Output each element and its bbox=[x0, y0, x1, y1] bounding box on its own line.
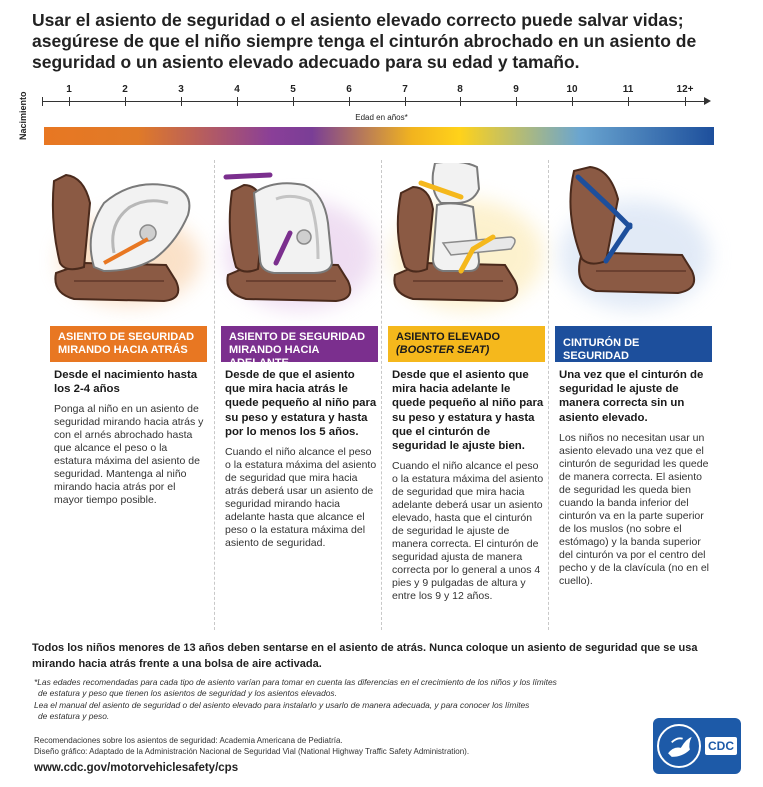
band-booster bbox=[388, 326, 545, 362]
column-body: Ponga al niño en un asiento de seguridad mirando hacia atrás y con el arnés abrochado hasta que alcance el peso o la estatura máxima del asiento de seguridad. Mantenga al niño mirando hacia atrás por el mayor tiempo posible. bbox=[54, 403, 204, 507]
tick-label: 6 bbox=[346, 84, 352, 95]
tick-label: 9 bbox=[513, 84, 519, 95]
band-label: ASIENTO DE SEGURIDAD MIRANDO HACIA ADELANTE bbox=[229, 331, 366, 369]
tick-label: 10 bbox=[566, 84, 578, 95]
seat-belt-icon bbox=[548, 163, 708, 313]
band-sublabel: (BOOSTER SEAT) bbox=[396, 344, 490, 356]
band-label: ASIENTO ELEVADO bbox=[396, 331, 501, 343]
band-rear-facing bbox=[50, 326, 207, 362]
credit-line: Recomendaciones sobre los asientos de seguridad: Academia Americana de Pediatría. bbox=[34, 736, 343, 745]
page-title: Usar el asiento de seguridad o el asiento elevado correcto puede salvar vidas; asegúrese de que el niño siempre tenga el cinturón abrochado en un asiento de seguridad o un asiento elevado adecuado para su edad y tamaño. bbox=[32, 10, 697, 72]
website-link[interactable]: www.cdc.gov/motorvehiclesafety/cps bbox=[34, 762, 239, 774]
axis-title: Nacimiento bbox=[18, 91, 28, 140]
tick-mark bbox=[460, 97, 461, 106]
column-rear-facing bbox=[54, 368, 206, 507]
timeline-axis bbox=[42, 101, 706, 102]
tick-mark bbox=[516, 97, 517, 106]
band-forward-facing bbox=[221, 326, 378, 369]
credits bbox=[34, 735, 634, 757]
tick-mark bbox=[572, 97, 573, 106]
column-lead: Desde de que el asiento que mira hacia atrás le quede pequeño al niño para su peso y estatura y hasta por lo menos los 5 años. bbox=[225, 369, 377, 438]
age-caption: Edad en años* bbox=[355, 113, 408, 122]
tick-label: 1 bbox=[66, 84, 72, 95]
cdc-logo bbox=[653, 718, 741, 774]
tick-mark bbox=[125, 97, 126, 106]
age-gradient-bar bbox=[44, 127, 714, 145]
hhs-eagle-icon bbox=[657, 724, 701, 768]
column-body: Cuando el niño alcance el peso o la estatura máxima del asiento de seguridad que mira hacia adelante deberá usar un asiento elevado, hasta que el cinturón de seguridad le ajuste de manera correcta. El cinturón de seguridad ajusta de manera correcta por lo general a unos 4 pies y 9 pulgadas de altura y entre los 9 y 12 años. bbox=[392, 460, 544, 603]
column-forward-facing bbox=[225, 368, 377, 550]
column-booster bbox=[392, 368, 544, 603]
column-lead: Una vez que el cinturón de seguridad le ajuste de manera correcta sin un asiento elevado. bbox=[559, 369, 704, 424]
tick-label: 4 bbox=[234, 84, 240, 95]
forward-facing-car-seat-icon bbox=[214, 163, 374, 313]
rear-facing-car-seat-icon bbox=[44, 163, 204, 313]
tick-label: 8 bbox=[457, 84, 463, 95]
tick-label: 5 bbox=[290, 84, 296, 95]
column-lead: Desde que el asiento que mira hacia adelante le quede pequeño al niño para su peso y estatura y hasta que el cinturón de seguridad le ajuste bien. bbox=[392, 369, 544, 453]
band-seat-belt bbox=[555, 326, 712, 362]
tick-mark bbox=[405, 97, 406, 106]
column-lead: Desde el nacimiento hasta los 2-4 años bbox=[54, 369, 198, 396]
tick-label: 7 bbox=[402, 84, 408, 95]
tick-label: 12+ bbox=[676, 84, 694, 95]
tick-mark bbox=[628, 97, 629, 106]
tick-label: 11 bbox=[622, 84, 634, 95]
footnote-line: Lea el manual del asiento de seguridad o del asiento elevado para instalarlo y usarlo de manera adecuada, y para conocer los límites bbox=[34, 699, 530, 710]
tick-mark bbox=[685, 97, 686, 106]
tick-mark bbox=[69, 97, 70, 106]
column-body: Los niños no necesitan usar un asiento elevado una vez que el cinturón de seguridad les quede de manera correcta. El asiento de seguridad les queda bien cuando la banda inferior del cinturón va en la parte superior de los muslos (no sobre el estómago) y la banda superior del cinturón va por el centro del pecho y de la clavícula (no en el cuello). bbox=[559, 431, 710, 587]
tick-label: 3 bbox=[178, 84, 184, 95]
tick-mark bbox=[237, 97, 238, 106]
tick-mark bbox=[181, 97, 182, 106]
footnotes bbox=[34, 677, 624, 723]
footnote-line: *Las edades recomendadas para cada tipo de asiento varían para tomar en cuenta las diferencias en el crecimiento de los niños y los límites bbox=[34, 677, 557, 687]
credit-line: Diseño gráfico: Adaptado de la Administración Nacional de Seguridad Vial (National Highway Traffic Safety Administration). bbox=[34, 747, 470, 756]
band-label: ASIENTO DE SEGURIDAD MIRANDO HACIA ATRÁS bbox=[58, 331, 195, 356]
booster-seat-icon bbox=[381, 163, 541, 313]
column-seat-belt bbox=[559, 368, 711, 588]
arrow-right-icon bbox=[704, 97, 711, 105]
tick-mark bbox=[42, 97, 43, 106]
cdc-wordmark: CDC bbox=[705, 737, 737, 755]
tick-mark bbox=[349, 97, 350, 106]
tick-mark bbox=[293, 97, 294, 106]
back-seat-note: Todos los niños menores de 13 años deben sentarse en el asiento de atrás. Nunca coloque un asiento de seguridad que se usa mirando hacia atrás frente a una bolsa de aire activada. bbox=[32, 642, 698, 670]
column-body: Cuando el niño alcance el peso o la estatura máxima del asiento de seguridad que mira hacia atrás deberá usar un asiento de seguridad mirando hacia adelante hasta que alcance el peso o la estatura máxima del asiento de seguridad. bbox=[225, 446, 377, 550]
band-label: CINTURÓN DE SEGURIDAD bbox=[563, 337, 640, 362]
tick-label: 2 bbox=[122, 84, 128, 95]
footnote-line: de estatura y peso. bbox=[38, 711, 110, 722]
footnote-line: de estatura y peso que tienen los asientos de seguridad y los asientos elevados. bbox=[38, 688, 337, 699]
